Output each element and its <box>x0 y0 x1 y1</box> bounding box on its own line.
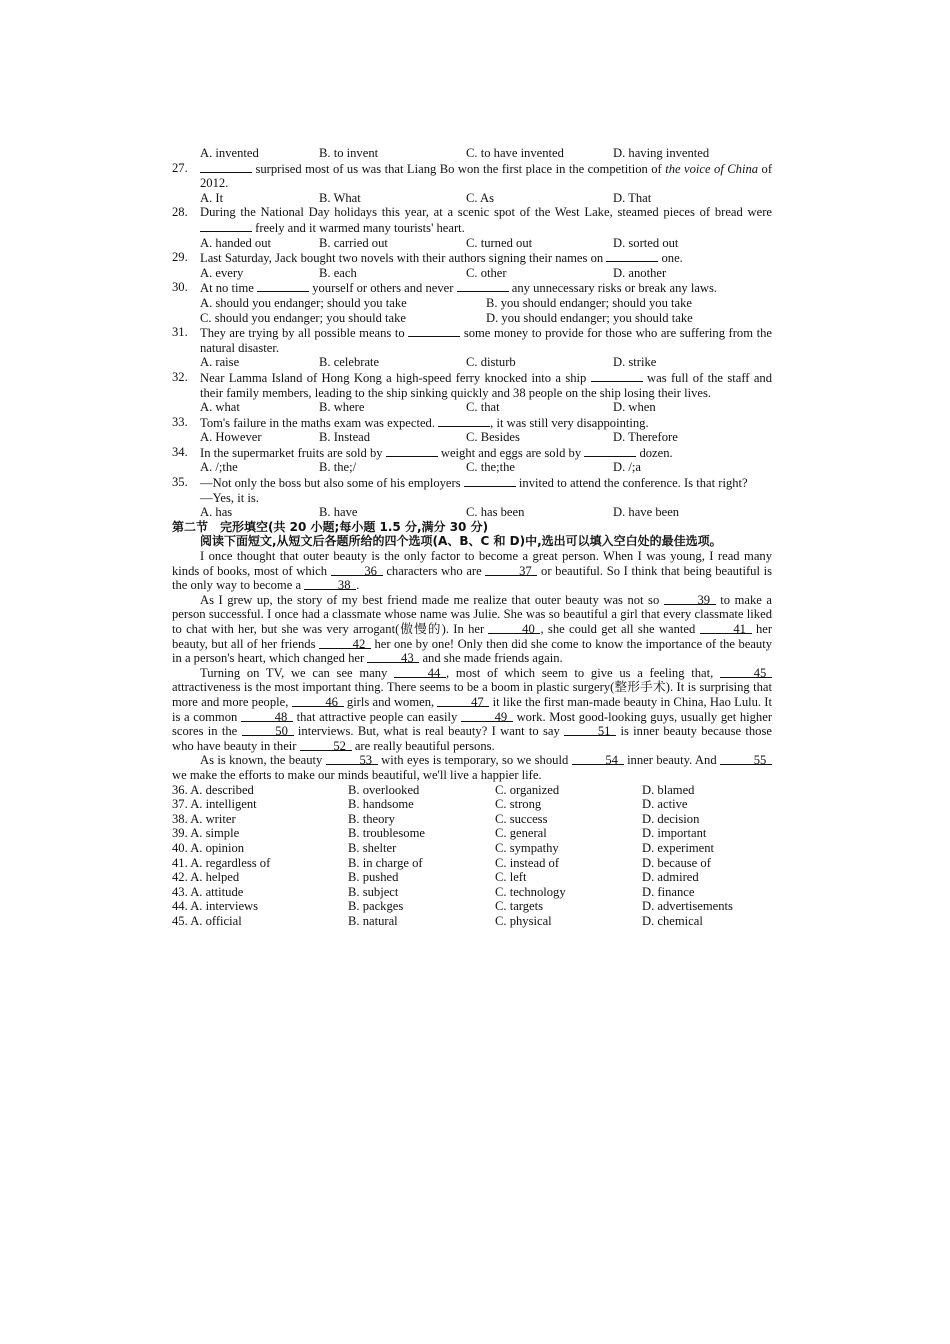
blank-37: 37 <box>485 564 537 576</box>
option-d: D. strike <box>613 355 657 370</box>
option-b: B. in charge of <box>348 855 423 870</box>
blank-55: 55 <box>720 753 772 765</box>
passage-text: . <box>356 578 360 593</box>
option-b: B. celebrate <box>319 355 380 370</box>
option-a: 40. A. opinion <box>172 840 245 855</box>
blank-41: 41 <box>700 622 752 634</box>
question-text: Tom's failure in the maths exam was expected. <box>200 415 435 430</box>
option-d: D. sorted out <box>613 235 679 250</box>
option-b: B. subject <box>348 884 399 899</box>
question-text: They are trying by all possible means to <box>200 326 405 341</box>
question-number: 33. <box>172 414 188 429</box>
q27-options <box>172 191 772 206</box>
option-c: C. technology <box>495 884 566 899</box>
blank-46: 46 <box>292 695 344 707</box>
question-text: Near Lamma Island of Hong Kong a high-speed ferry knocked into a ship <box>200 370 587 385</box>
blank-48: 48 <box>241 710 293 722</box>
cloze-options <box>172 783 772 929</box>
option-c: C. instead of <box>495 855 560 870</box>
option-a: 38. A. writer <box>172 811 236 826</box>
option-d: D. chemical <box>642 913 703 928</box>
answer-blank <box>591 370 643 382</box>
question-text-end: invited to attend the conference. Is that right? <box>518 476 748 491</box>
question-text: surprised most of us was that Liang Bo won the first place in the competition of <box>255 161 662 176</box>
option-b: B. Instead <box>319 430 371 445</box>
passage-paragraph-4 <box>172 753 772 782</box>
option-c: C. other <box>466 265 507 280</box>
question-number: 35. <box>172 475 188 490</box>
passage-text: or beautiful. So I think that being beautiful is the only way to become a <box>172 563 772 593</box>
option-b: B. natural <box>348 913 398 928</box>
q26-options <box>172 146 772 161</box>
question-27 <box>172 161 772 191</box>
passage-text: Turning on TV, we can see many <box>200 665 388 680</box>
option-b: B. theory <box>348 811 395 826</box>
option-c: C. targets <box>495 899 544 914</box>
answer-blank <box>457 280 509 292</box>
option-b: B. troublesome <box>348 826 425 841</box>
passage-text: As is known, the beauty <box>200 753 323 768</box>
question-33 <box>172 415 772 431</box>
option-b: B. carried out <box>319 235 388 250</box>
blank-47: 47 <box>437 695 489 707</box>
option-d: D. having invented <box>613 146 710 160</box>
option-a: 36. A. described <box>172 782 254 797</box>
q33-options <box>172 430 772 445</box>
passage-text: we make the efforts to make our minds beautiful, we'll live a happier life. <box>172 767 542 782</box>
cloze-option-row <box>172 885 772 900</box>
option-a: A. every <box>200 265 244 280</box>
option-c: C. that <box>466 400 500 415</box>
passage-text: As I grew up, the story of my best friend made me realize that outer beauty was not so <box>200 592 660 607</box>
option-d: D. advertisements <box>642 899 733 914</box>
option-c: C. success <box>495 811 548 826</box>
cloze-option-row <box>172 870 772 885</box>
blank-53: 53 <box>326 753 378 765</box>
blank-44: 44 <box>394 666 446 678</box>
passage-text: characters who are <box>386 563 482 578</box>
passage-paragraph-1 <box>172 549 772 593</box>
option-a: 41. A. regardless of <box>172 855 271 870</box>
question-text-end: dozen. <box>639 445 673 460</box>
question-text-end: , it was still very disappointing. <box>490 415 649 430</box>
option-a: A. should you endanger; should you take <box>200 295 407 310</box>
option-d: D. finance <box>642 884 695 899</box>
question-text-end: one. <box>661 251 683 266</box>
question-35 <box>172 475 772 491</box>
blank-49: 49 <box>461 710 513 722</box>
option-b: B. have <box>319 505 358 520</box>
q30-options-row1 <box>172 296 772 311</box>
blank-38: 38 <box>304 578 356 590</box>
answer-blank <box>408 325 460 337</box>
q29-options <box>172 266 772 281</box>
passage-text: to make a person successful. I once had a classmate whose name was Julie. She was so beautiful a girl that every classmate liked to chat with her, but she was very arrogant(傲慢的). In her <box>172 592 772 636</box>
cloze-option-row <box>172 783 772 798</box>
option-d: D. Therefore <box>613 430 678 445</box>
option-a: A. /;the <box>200 460 238 475</box>
option-c: C. should you endanger; you should take <box>200 310 407 325</box>
option-b: B. you should endanger; should you take <box>486 295 693 310</box>
answer-blank <box>257 280 309 292</box>
answer-blank <box>606 250 658 262</box>
section-instructions: 阅读下面短文,从短文后各题所给的四个选项(A、B、C 和 D)中,选出可以填入空白处的最佳选项。 <box>200 534 722 549</box>
q35-options <box>172 505 772 520</box>
blank-43: 43 <box>367 651 419 663</box>
answer-blank <box>200 161 252 173</box>
question-text: In the supermarket fruits are sold by <box>200 445 383 460</box>
blank-40: 40 <box>488 622 540 634</box>
option-d: D. blamed <box>642 782 695 797</box>
passage-text: it like the first man-made beauty in China, Hao Lulu. It is a common <box>172 694 772 724</box>
option-b: B. where <box>319 400 365 415</box>
question-number: 27. <box>172 160 188 175</box>
option-a: 43. A. attitude <box>172 884 244 899</box>
option-a: A. It <box>200 190 224 205</box>
question-text-mid: yourself or others and never <box>312 281 454 296</box>
option-b: B. packges <box>348 899 404 914</box>
question-number: 29. <box>172 250 188 265</box>
option-a: 37. A. intelligent <box>172 797 257 812</box>
blank-51: 51 <box>564 724 616 736</box>
question-number: 34. <box>172 444 188 459</box>
option-b: B. shelter <box>348 840 397 855</box>
option-d: D. because of <box>642 855 711 870</box>
question-text: —Not only the boss but also some of his employers <box>200 476 461 491</box>
passage-text: that attractive people can easily <box>296 709 458 724</box>
passage-text: , most of which seem to give us a feeling that, <box>446 665 714 680</box>
question-number: 30. <box>172 280 188 295</box>
option-a: A. handed out <box>200 235 271 250</box>
passage-paragraph-2 <box>172 593 772 666</box>
question-34 <box>172 445 772 461</box>
question-30 <box>172 280 772 296</box>
option-c: C. Besides <box>466 430 520 445</box>
question-32 <box>172 370 772 400</box>
option-c: C. to have invented <box>466 146 564 160</box>
cloze-option-row <box>172 826 772 841</box>
passage-text: are really beautiful persons. <box>354 738 495 753</box>
cloze-option-row <box>172 812 772 827</box>
q34-options <box>172 460 772 475</box>
passage-text: and she made friends again. <box>422 651 563 666</box>
option-d: D. /;a <box>613 460 641 475</box>
option-c: C. left <box>495 870 527 885</box>
passage-text: work. Most good-looking guys, usually get higher scores in the <box>172 709 773 739</box>
answer-blank <box>464 475 516 487</box>
option-d: D. important <box>642 826 707 841</box>
blank-36: 36 <box>331 564 383 576</box>
dialogue-reply: —Yes, it is. <box>200 490 259 505</box>
q28-options <box>172 236 772 251</box>
passage-text: , she could get all she wanted <box>540 622 696 636</box>
question-text: Last Saturday, Jack bought two novels with their authors signing their names on <box>200 251 604 266</box>
question-text-end: any unnecessary risks or break any laws. <box>511 281 718 296</box>
option-d: D. when <box>613 400 656 415</box>
answer-blank <box>438 415 490 427</box>
question-number: 28. <box>172 205 188 220</box>
option-d: D. That <box>613 190 652 205</box>
blank-54: 54 <box>572 753 624 765</box>
cloze-option-row <box>172 841 772 856</box>
cloze-option-row <box>172 797 772 812</box>
option-a: A. raise <box>200 355 240 370</box>
option-a: A. However <box>200 430 262 445</box>
question-number: 31. <box>172 325 188 340</box>
blank-42: 42 <box>319 637 371 649</box>
option-d: D. another <box>613 265 667 280</box>
option-d: D. you should endanger; you should take <box>486 310 693 325</box>
cloze-option-row <box>172 914 772 929</box>
option-d: D. decision <box>642 811 700 826</box>
passage-text: her beauty, but all of her friends <box>172 622 773 651</box>
option-d: D. admired <box>642 870 699 885</box>
passage-text: girls and women, <box>346 694 435 709</box>
blank-45: 45 <box>720 666 772 678</box>
blank-39: 39 <box>664 593 716 605</box>
answer-blank <box>584 445 636 457</box>
option-c: C. general <box>495 826 547 841</box>
option-c: C. turned out <box>466 235 533 250</box>
option-d: D. experiment <box>642 840 715 855</box>
answer-blank <box>386 445 438 457</box>
question-text: At no time <box>200 281 254 296</box>
question-text-mid: weight and eggs are sold by <box>440 445 582 460</box>
option-a: 44. A. interviews <box>172 899 259 914</box>
blank-50: 50 <box>242 724 294 736</box>
cloze-option-row <box>172 899 772 914</box>
question-29 <box>172 250 772 266</box>
option-b: B. to invent <box>319 146 379 160</box>
program-title: the voice of China <box>665 161 759 176</box>
passage-text: interviews. But, what is real beauty? I want to say <box>297 724 560 739</box>
question-text: During the National Day holidays this year, at a scenic spot of the West Lake, steamed pieces of bread were <box>200 205 772 220</box>
section-heading: 第二节 完形填空(共 20 小题;每小题 1.5 分,满分 30 分) <box>172 519 489 534</box>
option-b: B. the;/ <box>319 460 357 475</box>
q31-options <box>172 355 772 370</box>
exam-page <box>172 146 772 928</box>
option-c: C. As <box>466 190 494 205</box>
question-28 <box>172 205 772 235</box>
option-c: C. organized <box>495 782 560 797</box>
option-c: C. has been <box>466 505 525 520</box>
option-b: B. overlooked <box>348 782 420 797</box>
passage-text: I once thought that outer beauty is the only factor to become a great person. When I was young, I read many kinds of books, most of which <box>172 549 772 578</box>
option-d: D. have been <box>613 505 680 520</box>
option-b: B. each <box>319 265 357 280</box>
q30-options-row2 <box>172 311 772 326</box>
passage-paragraph-3 <box>172 666 772 754</box>
q32-options <box>172 400 772 415</box>
cloze-option-row <box>172 856 772 871</box>
question-31 <box>172 325 772 355</box>
passage-text: her one by one! Only then did she come to know the importance of the beauty in a person's heart, which changed her <box>172 636 773 666</box>
passage-text: inner beauty. And <box>627 753 717 768</box>
passage-text: attractiveness is the most important thing. There seems to be a boom in plastic surgery(整形手术). It is surprising that more and more people, <box>172 680 772 709</box>
option-a: 45. A. official <box>172 913 242 928</box>
option-c: C. the;the <box>466 460 515 475</box>
option-a: 42. A. helped <box>172 870 240 885</box>
question-text-end: some money to provide for those who are suffering from the natural disaster. <box>200 326 772 355</box>
option-c: C. physical <box>495 913 552 928</box>
option-a: A. has <box>200 505 233 520</box>
option-b: B. handsome <box>348 797 414 812</box>
option-c: C. strong <box>495 797 542 812</box>
blank-52: 52 <box>300 739 352 751</box>
option-d: D. active <box>642 797 688 812</box>
option-a: A. invented <box>200 146 259 160</box>
question-text-end: was full of the staff and their family members, leading to the ship sinking quickly and 38 people on the ship losing their lives. <box>200 370 773 400</box>
question-text-end: of 2012. <box>200 161 773 191</box>
question-text-end: freely and it warmed many tourists' heart. <box>255 220 465 235</box>
option-c: C. disturb <box>466 355 516 370</box>
question-number: 32. <box>172 369 188 384</box>
answer-blank <box>200 220 252 232</box>
passage-text: is inner beauty because those who have beauty in their <box>172 724 772 753</box>
option-a: 39. A. simple <box>172 826 240 841</box>
option-a: A. what <box>200 400 240 415</box>
option-c: C. sympathy <box>495 840 559 855</box>
option-b: B. pushed <box>348 870 399 885</box>
option-b: B. What <box>319 190 361 205</box>
passage-text: with eyes is temporary, so we should <box>381 753 569 768</box>
